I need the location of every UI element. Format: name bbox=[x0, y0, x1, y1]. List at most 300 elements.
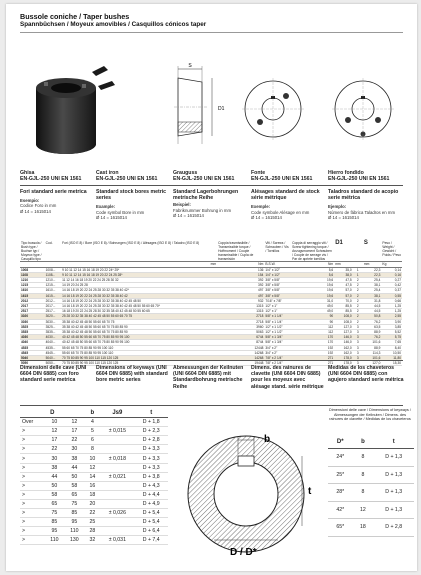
keyway-col-js: Js9 bbox=[100, 409, 134, 418]
cell-bores: 14 16 18 19 20 22 24 25 28 30 32 35 38 40 42 bbox=[61, 293, 217, 298]
cell-bores: 55 60 65 70 75 80 85 90 95 100 110 bbox=[61, 350, 217, 355]
keyway-header-row bbox=[20, 409, 168, 418]
special-keyway-table bbox=[328, 436, 414, 537]
cell-t: 2 bbox=[353, 303, 363, 308]
cell-b: 18 bbox=[85, 490, 101, 499]
cell-d-from: 75 bbox=[44, 509, 64, 518]
cell-screws: 7/8" x 2 1/4" bbox=[264, 361, 291, 366]
keyway-table bbox=[20, 409, 168, 545]
cell-s: 76,2 bbox=[363, 319, 381, 324]
material-spec: EN-GJL-250 UNI EN 1561 bbox=[328, 176, 390, 183]
cell-t: 2 bbox=[353, 277, 363, 282]
cell-from: Over bbox=[20, 418, 44, 427]
cell-t: D + 3,3 bbox=[134, 454, 168, 463]
page-subtitle: Spannbüchsen / Moyeux amovibles / Casquillos cónicos taper bbox=[20, 21, 207, 28]
cell-type: 4030 bbox=[20, 335, 45, 340]
cell-s: 38,1 bbox=[363, 283, 381, 288]
cell-type: 1215 bbox=[20, 283, 45, 288]
cell-weight: 8,40 bbox=[381, 345, 402, 350]
unit-s: mm bbox=[363, 262, 381, 267]
cell-screws: 1/2" x 1" bbox=[264, 309, 291, 314]
cell-s: 101,6 bbox=[363, 340, 381, 345]
cell-screws: 3/8" x 5/8" bbox=[264, 283, 291, 288]
cell-b: 8 bbox=[352, 449, 373, 467]
cell-code: 2017... bbox=[45, 303, 61, 308]
cell-d-from: 10 bbox=[44, 418, 64, 427]
keyway-title-de bbox=[173, 365, 249, 390]
cell-weight: 15,30 bbox=[381, 361, 402, 366]
special-keyway-title: Dimensioni delle cave / Dimensions of keyways / Abmessungen der Keilnuten / Dimens. des rainures de clavette / Medidas de los chaveteros bbox=[329, 408, 411, 422]
cell-b: 8 bbox=[352, 484, 373, 502]
col-header-d1: D1 bbox=[334, 241, 352, 262]
cell-s: 22,3 bbox=[363, 267, 381, 272]
cell-d1: 108,0 bbox=[334, 314, 352, 319]
cell-t: D + 5,4 bbox=[134, 509, 168, 518]
cell-b: 22 bbox=[85, 509, 101, 518]
cell-torque: 136 bbox=[217, 267, 264, 272]
cell-screw-torque: 112 bbox=[291, 330, 334, 335]
cell-weight: 1,25 bbox=[381, 309, 402, 314]
cell-screw-torque: 271 bbox=[291, 356, 334, 361]
cell-from: > bbox=[20, 454, 44, 463]
cell-code: 1610... bbox=[45, 288, 61, 293]
lang-col-de bbox=[173, 170, 247, 182]
cell-code: 1615... bbox=[45, 293, 61, 298]
cell-d-to: 22 bbox=[64, 436, 84, 445]
keyway-row bbox=[20, 427, 168, 436]
cell-s: 44,5 bbox=[363, 309, 381, 314]
cell-screws: 5/8" x 1 3/4" bbox=[264, 335, 291, 340]
cell-weight: 0,14 bbox=[381, 267, 402, 272]
cell-screws: 5/8" x 1 1/4" bbox=[264, 314, 291, 319]
cell-t: D + 7,4 bbox=[134, 536, 168, 545]
lang-name: Hierro fondido bbox=[328, 170, 364, 176]
cell-torque: 392 bbox=[217, 277, 264, 282]
bore-title: Standard Lagerbohrungen metrische Reihe bbox=[173, 189, 239, 202]
cell-torque: 14268 bbox=[217, 356, 264, 361]
cell-screw-torque: 170 bbox=[291, 340, 334, 345]
cell-s: 114,3 bbox=[363, 350, 381, 355]
cell-bores: 70 75 80 85 90 95 100 110 115 120 125 bbox=[61, 361, 217, 366]
bore-info-it bbox=[20, 189, 94, 214]
cell-d: 24* bbox=[328, 449, 352, 467]
cell-s: 38,1 bbox=[363, 293, 381, 298]
example-value: Ø 14 = 1615014 bbox=[173, 212, 204, 218]
cell-d1: 108,0 bbox=[334, 319, 352, 324]
bush-spec-table bbox=[20, 241, 402, 366]
cell-b: 10 bbox=[85, 454, 101, 463]
keyway-row bbox=[20, 499, 168, 508]
cell-t: D + 2,3 bbox=[134, 427, 168, 436]
bore-title: Fori standard serie metrica bbox=[20, 189, 87, 195]
cell-d-from: 85 bbox=[44, 518, 64, 527]
cell-js bbox=[100, 499, 134, 508]
keyway-title-text: Medidas de los chaveteros (UNI 6604 DIN 6885) con agujero standard serie métrica bbox=[328, 365, 404, 384]
cell-type: 2012 bbox=[20, 298, 45, 303]
cell-d-to: 44 bbox=[64, 463, 84, 472]
cell-torque: 392 bbox=[217, 283, 264, 288]
cell-screws: 3/4" x 2" bbox=[264, 345, 291, 350]
cell-torque: 497 bbox=[217, 293, 264, 298]
cell-type: 2017 bbox=[20, 303, 45, 308]
cell-type: 4535 bbox=[20, 345, 45, 350]
bore-title: Standard stock bores metric series bbox=[96, 189, 167, 202]
lang-col-fr bbox=[251, 170, 325, 182]
cell-weight: 10,50 bbox=[381, 350, 402, 355]
cell-weight: 0,16 bbox=[381, 272, 402, 277]
cell-s: 88,9 bbox=[363, 330, 381, 335]
cell-from: > bbox=[20, 536, 44, 545]
cell-code: 2012... bbox=[45, 298, 61, 303]
cell-s: 76,2 bbox=[363, 335, 381, 340]
special-row bbox=[328, 484, 414, 502]
cell-t: 2 bbox=[353, 298, 363, 303]
example-text: Número de fábrica Taladros en mm bbox=[328, 209, 396, 215]
keyway-row bbox=[20, 445, 168, 454]
material-spec: EN-GJL-250 UNI EN 1561 bbox=[173, 176, 235, 183]
cell-type: 1108 bbox=[20, 272, 45, 277]
cell-code: 1215... bbox=[45, 283, 61, 288]
special-header-row bbox=[328, 436, 414, 449]
cell-d1: 85,5 bbox=[334, 309, 352, 314]
cell-t: 1 bbox=[353, 267, 363, 272]
cell-code: 2517... bbox=[45, 309, 61, 314]
cell-t: D + 2,8 bbox=[134, 436, 168, 445]
cell-t: D + 1,3 bbox=[373, 484, 414, 502]
cell-bores: 14 16 18 19 20 22 24 25 28 30 32 35 38 40 42 45 48 50 bbox=[61, 298, 217, 303]
lang-name: Cast iron bbox=[96, 170, 119, 176]
cell-screw-torque: 271 bbox=[291, 361, 334, 366]
cell-from: > bbox=[20, 427, 44, 436]
keyway-title-es bbox=[328, 365, 406, 384]
keyway-title-fr bbox=[251, 365, 325, 390]
cell-screws: 3/8" x 5/8" bbox=[264, 288, 291, 293]
bore-info-en bbox=[96, 189, 170, 220]
cell-weight: 7,65 bbox=[381, 340, 402, 345]
cell-bores: 35 38 40 42 45 48 50 55 60 65 70 75 80 85 90 bbox=[61, 324, 217, 329]
cell-code: 3030... bbox=[45, 319, 61, 324]
cell-torque: 1315 bbox=[217, 303, 264, 308]
cell-screw-torque: 5,6 bbox=[291, 272, 334, 277]
cell-d-from: 110 bbox=[44, 536, 64, 545]
cell-weight: 0,27 bbox=[381, 277, 402, 282]
cell-type: 2517 bbox=[20, 309, 45, 314]
cell-s: 63,5 bbox=[363, 324, 381, 329]
cell-type: 4545 bbox=[20, 350, 45, 355]
cell-screws: 1/2" x 1 1/2" bbox=[264, 324, 291, 329]
cell-weight: 3,90 bbox=[381, 319, 402, 324]
cell-d-from: 95 bbox=[44, 527, 64, 536]
example-value: Ø 14 = 1615014 bbox=[251, 214, 282, 220]
cell-type: 5050 bbox=[20, 361, 45, 366]
cell-js bbox=[100, 481, 134, 490]
cell-screw-torque: 49,0 bbox=[291, 309, 334, 314]
cell-d: 28* bbox=[328, 484, 352, 502]
cell-torque: 3960 bbox=[217, 324, 264, 329]
cell-type: 4040 bbox=[20, 340, 45, 345]
col-header-screws: Viti / Screws / Schrauben / Vis / Tornillos bbox=[264, 241, 291, 262]
cell-screw-torque: 49,0 bbox=[291, 303, 334, 308]
cell-screws: 1/2" x 1 1/2" bbox=[264, 330, 291, 335]
cell-screw-torque: 112 bbox=[291, 324, 334, 329]
cell-d-to: 110 bbox=[64, 527, 84, 536]
cell-bores: 70 75 80 85 90 95 100 110 115 120 125 bbox=[61, 356, 217, 361]
cell-weight: 11,80 bbox=[381, 356, 402, 361]
lang-col-en bbox=[96, 170, 170, 182]
cell-from: > bbox=[20, 490, 44, 499]
cell-t: 3 bbox=[353, 340, 363, 345]
cell-d-from: 12 bbox=[44, 427, 64, 436]
cell-torque: 6744 bbox=[217, 335, 264, 340]
keyway-col-d: D bbox=[20, 409, 85, 418]
cell-torque: 12448 bbox=[217, 345, 264, 350]
keyway-row bbox=[20, 536, 168, 545]
lang-name: Ghisa bbox=[20, 170, 35, 176]
cell-t: 3 bbox=[353, 356, 363, 361]
cell-b: 4 bbox=[85, 418, 101, 427]
section-separator bbox=[20, 185, 403, 186]
cell-torque: 2718 bbox=[217, 319, 264, 324]
dim-t-label: t bbox=[308, 486, 312, 497]
special-row bbox=[328, 466, 414, 484]
material-spec: EN-GJL-250 UNI EN 1561 bbox=[251, 176, 313, 183]
cell-js: ± 0,018 bbox=[100, 454, 134, 463]
cell-d-to: 95 bbox=[64, 518, 84, 527]
col-header-bores: Fori (ISO E 8) / Bore (ISO E 8) / Bohrungen (ISO E 8) / Alésages (ISO E 8) / Taladro (ISO E 8) bbox=[61, 241, 217, 262]
cell-t: 2 bbox=[353, 293, 363, 298]
cell-d: 25* bbox=[328, 466, 352, 484]
cell-t: 2 bbox=[353, 283, 363, 288]
cell-code: 4535... bbox=[45, 345, 61, 350]
cell-d-to: 17 bbox=[64, 427, 84, 436]
cell-weight: 0,55 bbox=[381, 293, 402, 298]
example-label: Beispiel: bbox=[173, 202, 191, 208]
cell-d1: 35,0 bbox=[334, 267, 352, 272]
cell-t: D + 1,3 bbox=[373, 466, 414, 484]
cell-t: D + 5,4 bbox=[134, 518, 168, 527]
cell-t: 3 bbox=[353, 335, 363, 340]
cell-b: 8 bbox=[85, 445, 101, 454]
cell-screw-torque: 192 bbox=[291, 345, 334, 350]
cell-bores: 55 60 65 70 75 80 85 90 95 100 110 bbox=[61, 345, 217, 350]
cell-from: > bbox=[20, 509, 44, 518]
front-view-drawing-2 bbox=[328, 74, 398, 144]
section-separator-2 bbox=[20, 360, 403, 361]
cell-js bbox=[100, 463, 134, 472]
cell-bores: 40 42 45 48 50 55 60 65 70 75 80 85 90 95 100 bbox=[61, 340, 217, 345]
unit-screw-torque: Nm bbox=[291, 262, 334, 267]
cell-screws: 1/2" x 1" bbox=[264, 303, 291, 308]
unit-d1: mm bbox=[334, 262, 352, 267]
example-text: Fabriknummer Bohrung in mm bbox=[173, 207, 232, 213]
cell-weight: 5,75 bbox=[381, 335, 402, 340]
cell-s: 31,8 bbox=[363, 298, 381, 303]
col-header-torque: Coppia trasmissibile / Transmissible torque / Hoffmoment / Couple transmissible / Cupla de transmisión bbox=[217, 241, 264, 262]
cell-bores: 35 38 40 42 45 48 50 55 60 65 70 75 80 85 90 bbox=[61, 330, 217, 335]
cell-d-to: 65 bbox=[64, 490, 84, 499]
cell-t: 1 bbox=[353, 272, 363, 277]
cell-torque: 5063 bbox=[217, 330, 264, 335]
cell-d-to: 50 bbox=[64, 472, 84, 481]
cell-js bbox=[100, 418, 134, 427]
cell-js: ± 0,031 bbox=[100, 536, 134, 545]
cell-b: 32 bbox=[85, 536, 101, 545]
cell-screws: 3/8" x 5/8" bbox=[264, 277, 291, 282]
keyway-row bbox=[20, 481, 168, 490]
keyway-title-text: Dimens. des rainures de clavette (UNI 6604 DIN 6885) pour les moyeux avec alésage stand. série métrique bbox=[251, 365, 324, 390]
cell-from: > bbox=[20, 472, 44, 481]
cell-screws: 5/8" x 1 3/4" bbox=[264, 340, 291, 345]
title-separator bbox=[20, 32, 403, 33]
cell-s: 22,3 bbox=[363, 272, 381, 277]
unit-weight: Kg bbox=[381, 262, 402, 267]
cell-d1: 57,0 bbox=[334, 293, 352, 298]
cell-d1: 57,0 bbox=[334, 288, 352, 293]
cell-bores: 9 10 11 12 14 15 16 18 19 20 22 24* 25* bbox=[61, 267, 217, 272]
special-col-d: D* bbox=[328, 436, 352, 449]
cell-from: > bbox=[20, 481, 44, 490]
dim-s-label: S bbox=[188, 63, 192, 69]
table-header-row bbox=[20, 241, 402, 262]
cell-t: D + 4,4 bbox=[134, 490, 168, 499]
cell-js bbox=[100, 527, 134, 536]
example-value: Ø 14 = 1615014 bbox=[328, 214, 359, 220]
cell-type: 3030 bbox=[20, 319, 45, 324]
keyway-title-en bbox=[96, 365, 170, 384]
cell-screw-torque: 170 bbox=[291, 335, 334, 340]
cell-from: > bbox=[20, 436, 44, 445]
cell-torque: 1315 bbox=[217, 309, 264, 314]
cell-screws: 3/8" x 5/8" bbox=[264, 293, 291, 298]
cell-d1: 127,0 bbox=[334, 330, 352, 335]
cell-d-from: 58 bbox=[44, 490, 64, 499]
cell-d1: 146,0 bbox=[334, 335, 352, 340]
cell-bores: 11 12 14 16 18 19 20 22 24 25 28 30 32 bbox=[61, 277, 217, 282]
cell-torque: 497 bbox=[217, 288, 264, 293]
cell-t: D + 4,9 bbox=[134, 499, 168, 508]
cell-t: D + 1,3 bbox=[373, 501, 414, 519]
cell-t: 2 bbox=[353, 309, 363, 314]
cell-s: 101,6 bbox=[363, 356, 381, 361]
cell-screw-torque: 19,6 bbox=[291, 288, 334, 293]
cell-screw-torque: 192 bbox=[291, 350, 334, 355]
cell-s: 25,4 bbox=[363, 288, 381, 293]
cell-torque: 19448 bbox=[217, 361, 264, 366]
cell-screws: 1/4" x 1/2" bbox=[264, 272, 291, 277]
cell-d1: 178,0 bbox=[334, 356, 352, 361]
cell-screw-torque: 90 bbox=[291, 314, 334, 319]
keyway-row bbox=[20, 518, 168, 527]
cell-d-from: 65 bbox=[44, 499, 64, 508]
cell-s: 50,8 bbox=[363, 314, 381, 319]
special-row bbox=[328, 501, 414, 519]
cell-d-from: 38 bbox=[44, 463, 64, 472]
col-header-type: Tipo bussola / Bush type / Buchse typ / Moyeux type / Casquillo tipo bbox=[20, 241, 45, 262]
cell-t: 2 bbox=[353, 288, 363, 293]
keyway-row bbox=[20, 527, 168, 536]
cell-d-from: 30 bbox=[44, 454, 64, 463]
cell-torque: 2718 bbox=[217, 314, 264, 319]
cell-screws: 3/4" x 2" bbox=[264, 350, 291, 355]
cell-from: > bbox=[20, 499, 44, 508]
cell-s: 44,5 bbox=[363, 303, 381, 308]
material-spec: EN-GJL-250 UNI EN 1561 bbox=[20, 176, 82, 183]
cell-js bbox=[100, 490, 134, 499]
cell-js bbox=[100, 445, 134, 454]
unit-screws: B.S.W. bbox=[264, 262, 291, 267]
keyway-section-drawing bbox=[174, 414, 324, 564]
cell-bores: 16 18 19 20 22 24 25 28 30 32 35 38 40 42 45 48 50 55 60 65 bbox=[61, 309, 217, 314]
keyway-row bbox=[20, 436, 168, 445]
example-text: Codice Foro in mm bbox=[20, 203, 57, 209]
cell-b: 12 bbox=[85, 463, 101, 472]
cell-screw-torque: 31,0 bbox=[291, 298, 334, 303]
cell-d1: 85,5 bbox=[334, 303, 352, 308]
cell-s: 25,4 bbox=[363, 277, 381, 282]
cell-t: D + 3,3 bbox=[134, 445, 168, 454]
cell-from: > bbox=[20, 445, 44, 454]
cell-screw-torque: 19,6 bbox=[291, 293, 334, 298]
keyway-row bbox=[20, 490, 168, 499]
cell-from: > bbox=[20, 463, 44, 472]
cell-code: 5050... bbox=[45, 361, 61, 366]
col-header-weight: Peso / Weight / Gewicht / Poids / Peso bbox=[381, 241, 402, 262]
cell-d-to: 130 bbox=[64, 536, 84, 545]
cell-bores: 9 10 11 12 14 15 16 18 19 20 22 24 25 28* bbox=[61, 272, 217, 277]
cell-d1: 38,0 bbox=[334, 272, 352, 277]
cell-type: 1210 bbox=[20, 277, 45, 282]
cell-d1: 146,0 bbox=[334, 340, 352, 345]
cell-code: 3535... bbox=[45, 330, 61, 335]
cell-t: D + 1,3 bbox=[373, 449, 414, 467]
cell-code: 4545... bbox=[45, 350, 61, 355]
lang-name: Fonte bbox=[251, 170, 266, 176]
cell-bores: 25 28 30 32 35 38 40 42 45 48 50 55 60 65 70 75 bbox=[61, 314, 217, 319]
cell-screw-torque: 5,6 bbox=[291, 267, 334, 272]
page-title: Bussole coniche / Taper bushes bbox=[20, 12, 130, 21]
cell-weight: 3,85 bbox=[381, 324, 402, 329]
keyway-row bbox=[20, 454, 168, 463]
dim-d1-label: D1 bbox=[218, 106, 225, 112]
cell-d-to: 58 bbox=[64, 481, 84, 490]
cell-d1: 162,0 bbox=[334, 350, 352, 355]
cell-bores: 40 42 45 48 50 55 60 65 70 75 80 85 90 95 100 bbox=[61, 335, 217, 340]
cell-type: 3525 bbox=[20, 324, 45, 329]
cell-t: D + 4,3 bbox=[134, 481, 168, 490]
bore-info-de bbox=[173, 189, 247, 218]
cell-b: 20 bbox=[85, 499, 101, 508]
cell-s: 127,0 bbox=[363, 361, 381, 366]
cell-code: 1108... bbox=[45, 272, 61, 277]
cell-d1: 127,0 bbox=[334, 324, 352, 329]
cell-b: 18 bbox=[352, 519, 373, 537]
lang-col-es bbox=[328, 170, 406, 182]
dim-b-label: b bbox=[264, 434, 271, 445]
cell-type: 1008 bbox=[20, 267, 45, 272]
cell-t: 3 bbox=[353, 330, 363, 335]
cell-from: > bbox=[20, 518, 44, 527]
cell-s: 88,9 bbox=[363, 345, 381, 350]
material-spec: EN-GJL-250 UNI EN 1561 bbox=[96, 176, 158, 183]
cell-t: 3 bbox=[353, 324, 363, 329]
example-value: Ø 14 = 1615014 bbox=[96, 214, 127, 220]
cell-screws: 1/4" x 1/2" bbox=[264, 267, 291, 272]
cell-bores: 14 19 20 24 25 28 bbox=[61, 283, 217, 288]
cell-t: D + 1,8 bbox=[134, 418, 168, 427]
cell-b: 14 bbox=[85, 472, 101, 481]
cell-js bbox=[100, 518, 134, 527]
cell-t: D + 3,8 bbox=[134, 472, 168, 481]
